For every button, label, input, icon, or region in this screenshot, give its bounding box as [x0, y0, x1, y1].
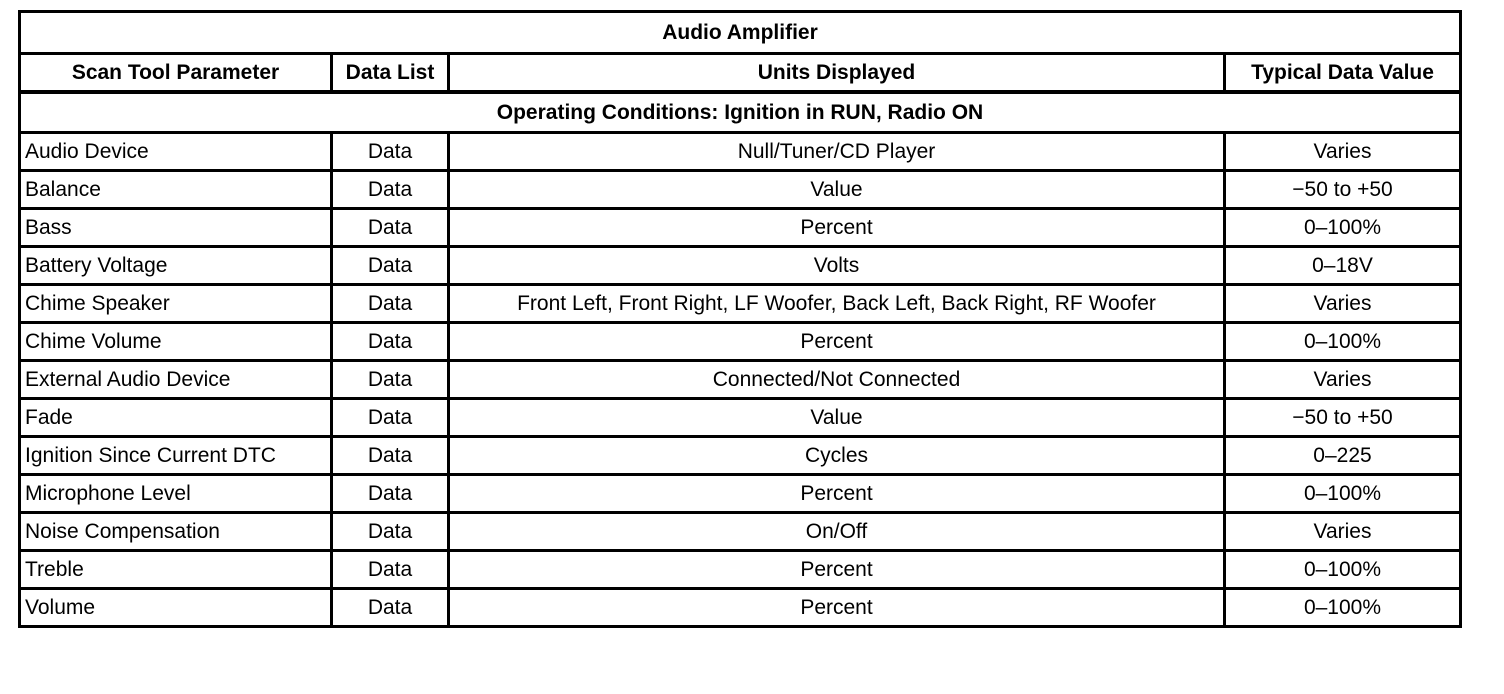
- cell-parameter: Audio Device: [20, 133, 332, 171]
- table-row: [20, 285, 1461, 323]
- cell-units: Value: [449, 171, 1225, 209]
- cell-data-list: Data: [332, 399, 449, 437]
- cell-typical-value: 0–100%: [1225, 551, 1461, 589]
- cell-parameter: Treble: [20, 551, 332, 589]
- cell-parameter: Microphone Level: [20, 475, 332, 513]
- cell-typical-value: Varies: [1225, 513, 1461, 551]
- operating-conditions-row: [20, 92, 1461, 133]
- cell-parameter: Noise Compensation: [20, 513, 332, 551]
- cell-data-list: Data: [332, 475, 449, 513]
- cell-parameter: Volume: [20, 589, 332, 627]
- cell-data-list: Data: [332, 209, 449, 247]
- cell-units: Volts: [449, 247, 1225, 285]
- cell-parameter: Battery Voltage: [20, 247, 332, 285]
- cell-data-list: Data: [332, 551, 449, 589]
- cell-typical-value: Varies: [1225, 285, 1461, 323]
- table-row: [20, 399, 1461, 437]
- cell-typical-value: 0–100%: [1225, 589, 1461, 627]
- cell-typical-value: Varies: [1225, 133, 1461, 171]
- table-title-row: [20, 12, 1461, 54]
- cell-units: Front Left, Front Right, LF Woofer, Back Left, Back Right, RF Woofer: [449, 285, 1225, 323]
- cell-typical-value: Varies: [1225, 361, 1461, 399]
- cell-typical-value: 0–100%: [1225, 475, 1461, 513]
- cell-data-list: Data: [332, 323, 449, 361]
- cell-data-list: Data: [332, 437, 449, 475]
- cell-data-list: Data: [332, 361, 449, 399]
- cell-data-list: Data: [332, 133, 449, 171]
- table-row: [20, 361, 1461, 399]
- cell-units: Percent: [449, 323, 1225, 361]
- cell-data-list: Data: [332, 589, 449, 627]
- table-row: [20, 171, 1461, 209]
- cell-typical-value: −50 to +50: [1225, 399, 1461, 437]
- cell-typical-value: 0–100%: [1225, 209, 1461, 247]
- table-row: [20, 209, 1461, 247]
- cell-parameter: External Audio Device: [20, 361, 332, 399]
- cell-parameter: Fade: [20, 399, 332, 437]
- header-units-displayed: Units Displayed: [449, 54, 1225, 93]
- header-scan-tool-parameter: Scan Tool Parameter: [20, 54, 332, 93]
- table-row: [20, 133, 1461, 171]
- table-row: [20, 513, 1461, 551]
- cell-typical-value: 0–18V: [1225, 247, 1461, 285]
- cell-units: Percent: [449, 475, 1225, 513]
- cell-typical-value: 0–225: [1225, 437, 1461, 475]
- table-row: [20, 247, 1461, 285]
- table-row: [20, 475, 1461, 513]
- header-typical-data-value: Typical Data Value: [1225, 54, 1461, 93]
- cell-data-list: Data: [332, 513, 449, 551]
- cell-units: On/Off: [449, 513, 1225, 551]
- cell-data-list: Data: [332, 171, 449, 209]
- cell-units: Value: [449, 399, 1225, 437]
- table-title: Audio Amplifier: [20, 12, 1461, 54]
- cell-parameter: Chime Volume: [20, 323, 332, 361]
- audio-amplifier-table: [18, 10, 1462, 628]
- cell-units: Connected/Not Connected: [449, 361, 1225, 399]
- cell-data-list: Data: [332, 285, 449, 323]
- cell-units: Percent: [449, 551, 1225, 589]
- table-header-row: [20, 54, 1461, 93]
- table-row: [20, 437, 1461, 475]
- cell-units: Percent: [449, 209, 1225, 247]
- cell-parameter: Bass: [20, 209, 332, 247]
- operating-conditions: Operating Conditions: Ignition in RUN, Radio ON: [20, 92, 1461, 133]
- cell-parameter: Chime Speaker: [20, 285, 332, 323]
- cell-units: Percent: [449, 589, 1225, 627]
- cell-data-list: Data: [332, 247, 449, 285]
- table-row: [20, 551, 1461, 589]
- cell-parameter: Balance: [20, 171, 332, 209]
- table-row: [20, 323, 1461, 361]
- header-data-list: Data List: [332, 54, 449, 93]
- cell-units: Cycles: [449, 437, 1225, 475]
- cell-typical-value: −50 to +50: [1225, 171, 1461, 209]
- cell-units: Null/Tuner/CD Player: [449, 133, 1225, 171]
- cell-typical-value: 0–100%: [1225, 323, 1461, 361]
- cell-parameter: Ignition Since Current DTC: [20, 437, 332, 475]
- table-row: [20, 589, 1461, 627]
